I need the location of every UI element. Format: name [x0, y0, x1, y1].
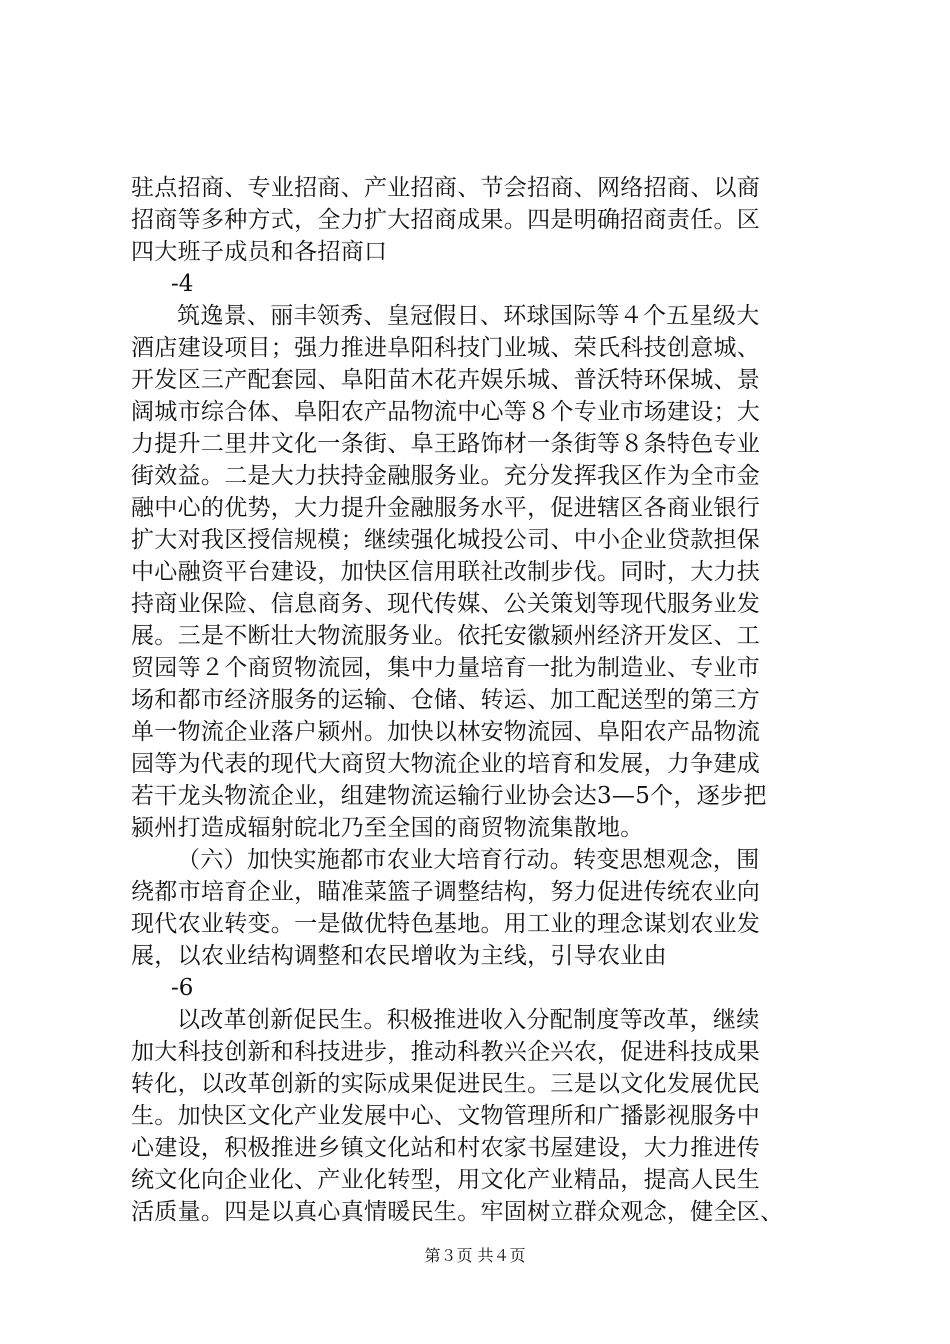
text-line: 扩大对我区授信规模；继续强化城投公司、中小企业贷款担保: [131, 527, 761, 553]
text-line: 开发区三产配套园、阜阳苗木花卉娱乐城、普沃特环保城、景: [131, 367, 761, 393]
page-marker: -4: [171, 271, 194, 297]
text-line: 心建设，积极推进乡镇文化站和村农家书屋建设，大力推进传: [131, 1135, 761, 1161]
text-line: 街效益。二是大力扶持金融服务业。充分发挥我区作为全市金: [131, 463, 761, 489]
text-line: 绕都市培育企业，瞄准菜篮子调整结构，努力促进传统农业向: [131, 879, 761, 905]
text-line: 加大科技创新和科技进步，推动科教兴企兴农，促进科技成果: [131, 1039, 761, 1065]
text-line: 酒店建设项目；强力推进阜阳科技门业城、荣氏科技创意城、: [131, 335, 761, 361]
text-line: 单一物流企业落户颍州。加快以林安物流园、阜阳农产品物流: [131, 719, 761, 745]
text-line: 统文化向企业化、产业化转型，用文化产业精品，提高人民生: [131, 1167, 761, 1193]
body-text: [131, 172, 861, 1228]
text-line: 展。三是不断壮大物流服务业。依托安徽颍州经济开发区、工: [131, 623, 761, 649]
text-line: 园等为代表的现代大商贸大物流企业的培育和发展，力争建成: [131, 751, 761, 777]
text-line: 颍州打造成辐射皖北乃至全国的商贸物流集散地。: [131, 815, 644, 841]
text-line: 持商业保险、信息商务、现代传媒、公关策划等现代服务业发: [131, 591, 761, 617]
text-line: 阔城市综合体、阜阳农产品物流中心等８个专业市场建设；大: [131, 399, 761, 425]
page-marker: -6: [171, 975, 194, 1001]
text-line: 四大班子成员和各招商口: [131, 239, 388, 265]
text-line: 场和都市经济服务的运输、仓储、转运、加工配送型的第三方: [131, 687, 761, 713]
text-line: 转化，以改革创新的实际成果促进民生。三是以文化发展优民: [131, 1071, 761, 1097]
text-line: 贸园等２个商贸物流园，集中力量培育一批为制造业、专业市: [131, 655, 761, 681]
page-footer: 第３页 共４页: [424, 1246, 526, 1265]
text-line: 展，以农业结构调整和农民增收为主线，引导农业由: [131, 943, 667, 969]
paragraph-start-line: 筑逸景、丽丰领秀、皇冠假日、环球国际等４个五星级大: [177, 303, 760, 329]
text-line: 生。加快区文化产业发展中心、文物管理所和广播影视服务中: [131, 1103, 761, 1129]
text-line: 驻点招商、专业招商、产业招商、节会招商、网络招商、以商: [131, 175, 761, 201]
text-line: 力提升二里井文化一条街、阜王路饰材一条街等８条特色专业: [131, 431, 761, 457]
text-line: 招商等多种方式，全力扩大招商成果。四是明确招商责任。区: [131, 207, 761, 233]
text-line: 现代农业转变。一是做优特色基地。用工业的理念谋划农业发: [131, 911, 761, 937]
text-line: 活质量。四是以真心真情暖民生。牢固树立群众观念，健全区、: [131, 1199, 784, 1225]
text-line: 中心融资平台建设，加快区信用联社改制步伐。同时，大力扶: [131, 559, 761, 585]
paragraph-start-line: 以改革创新促民生。积极推进收入分配制度等改革，继续: [177, 1007, 760, 1033]
text-line: 若干龙头物流企业，组建物流运输行业协会达3—5个，逐步把: [131, 783, 767, 809]
text-line: 融中心的优势，大力提升金融服务水平，促进辖区各商业银行: [131, 495, 761, 521]
paragraph-start-line: （六）加快实施都市农业大培育行动。转变思想观念，围: [177, 847, 760, 873]
